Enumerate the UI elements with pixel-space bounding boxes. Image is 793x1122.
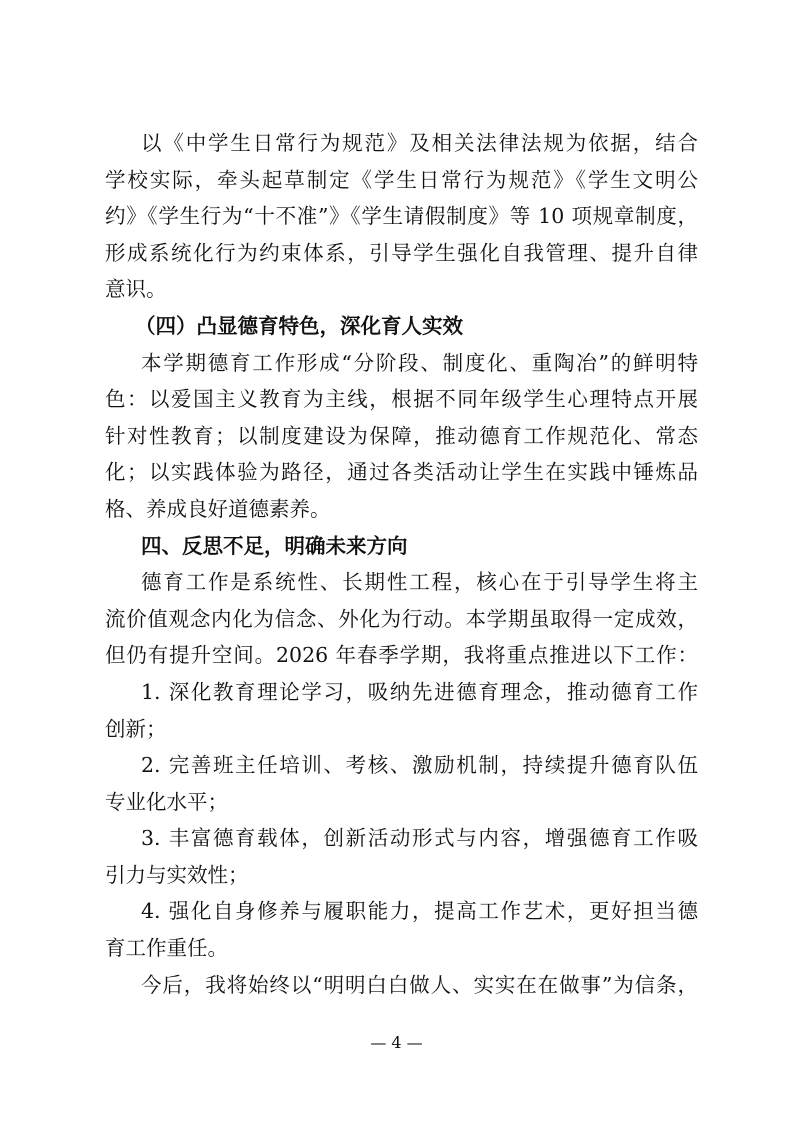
list-item-line: 引力与实效性； xyxy=(105,862,249,887)
paragraph-line: 今后，我将始终以“明明白白做人、实实在在做事”为信条， xyxy=(141,972,698,997)
paragraph-line: 格、养成良好道德素养。 xyxy=(105,496,331,521)
list-item-line: 4. 强化自身修养与履职能力，提高工作艺术，更好担当德 xyxy=(141,899,698,924)
paragraph-line: 约》《学生行为“十不准”》《学生请假制度》等 10 项规章制度， xyxy=(105,204,698,229)
list-item-line: 1. 深化教育理论学习，吸纳先进德育理念，推动德育工作 xyxy=(141,679,698,704)
page-number: — 4 — xyxy=(370,1033,423,1052)
list-item-line: 专业化水平； xyxy=(105,789,228,814)
list-item-line: 2. 完善班主任培训、考核、激励机制，持续提升德育队伍 xyxy=(141,753,698,778)
document-body xyxy=(105,125,698,1003)
paragraph-line: 德育工作是系统性、长期性工程，核心在于引导学生将主 xyxy=(141,570,698,595)
list-item-line: 创新； xyxy=(105,716,167,741)
paragraph-line: 本学期德育工作形成“分阶段、制度化、重陶冶”的鲜明特 xyxy=(141,350,698,375)
paragraph-line: 形成系统化行为约束体系，引导学生强化自我管理、提升自律 xyxy=(105,240,698,265)
paragraph-line: 但仍有提升空间。2026 年春季学期，我将重点推进以下工作： xyxy=(105,643,698,668)
list-item-line: 3. 丰富德育载体，创新活动形式与内容，增强德育工作吸 xyxy=(141,826,698,851)
paragraph-line: 流价值观念内化为信念、外化为行动。本学期虽取得一定成效， xyxy=(105,606,698,631)
paragraph-line: 色：以爱国主义教育为主线，根据不同年级学生心理特点开展 xyxy=(105,387,698,412)
paragraph-line: 意识。 xyxy=(105,277,167,302)
section-heading: 四、反思不足，明确未来方向 xyxy=(141,533,408,558)
paragraph-line: 以《中学生日常行为规范》及相关法律法规为依据，结合 xyxy=(141,131,698,155)
subsection-heading: （四）凸显德育特色，深化育人实效 xyxy=(135,313,463,338)
paragraph-line: 化；以实践体验为路径，通过各类活动让学生在实践中锤炼品 xyxy=(105,460,698,485)
paragraph-line: 针对性教育；以制度建设为保障，推动德育工作规范化、常态 xyxy=(105,423,698,448)
list-item-line: 育工作重任。 xyxy=(105,936,228,961)
paragraph-line: 学校实际，牵头起草制定《学生日常行为规范》《学生文明公 xyxy=(105,167,698,192)
